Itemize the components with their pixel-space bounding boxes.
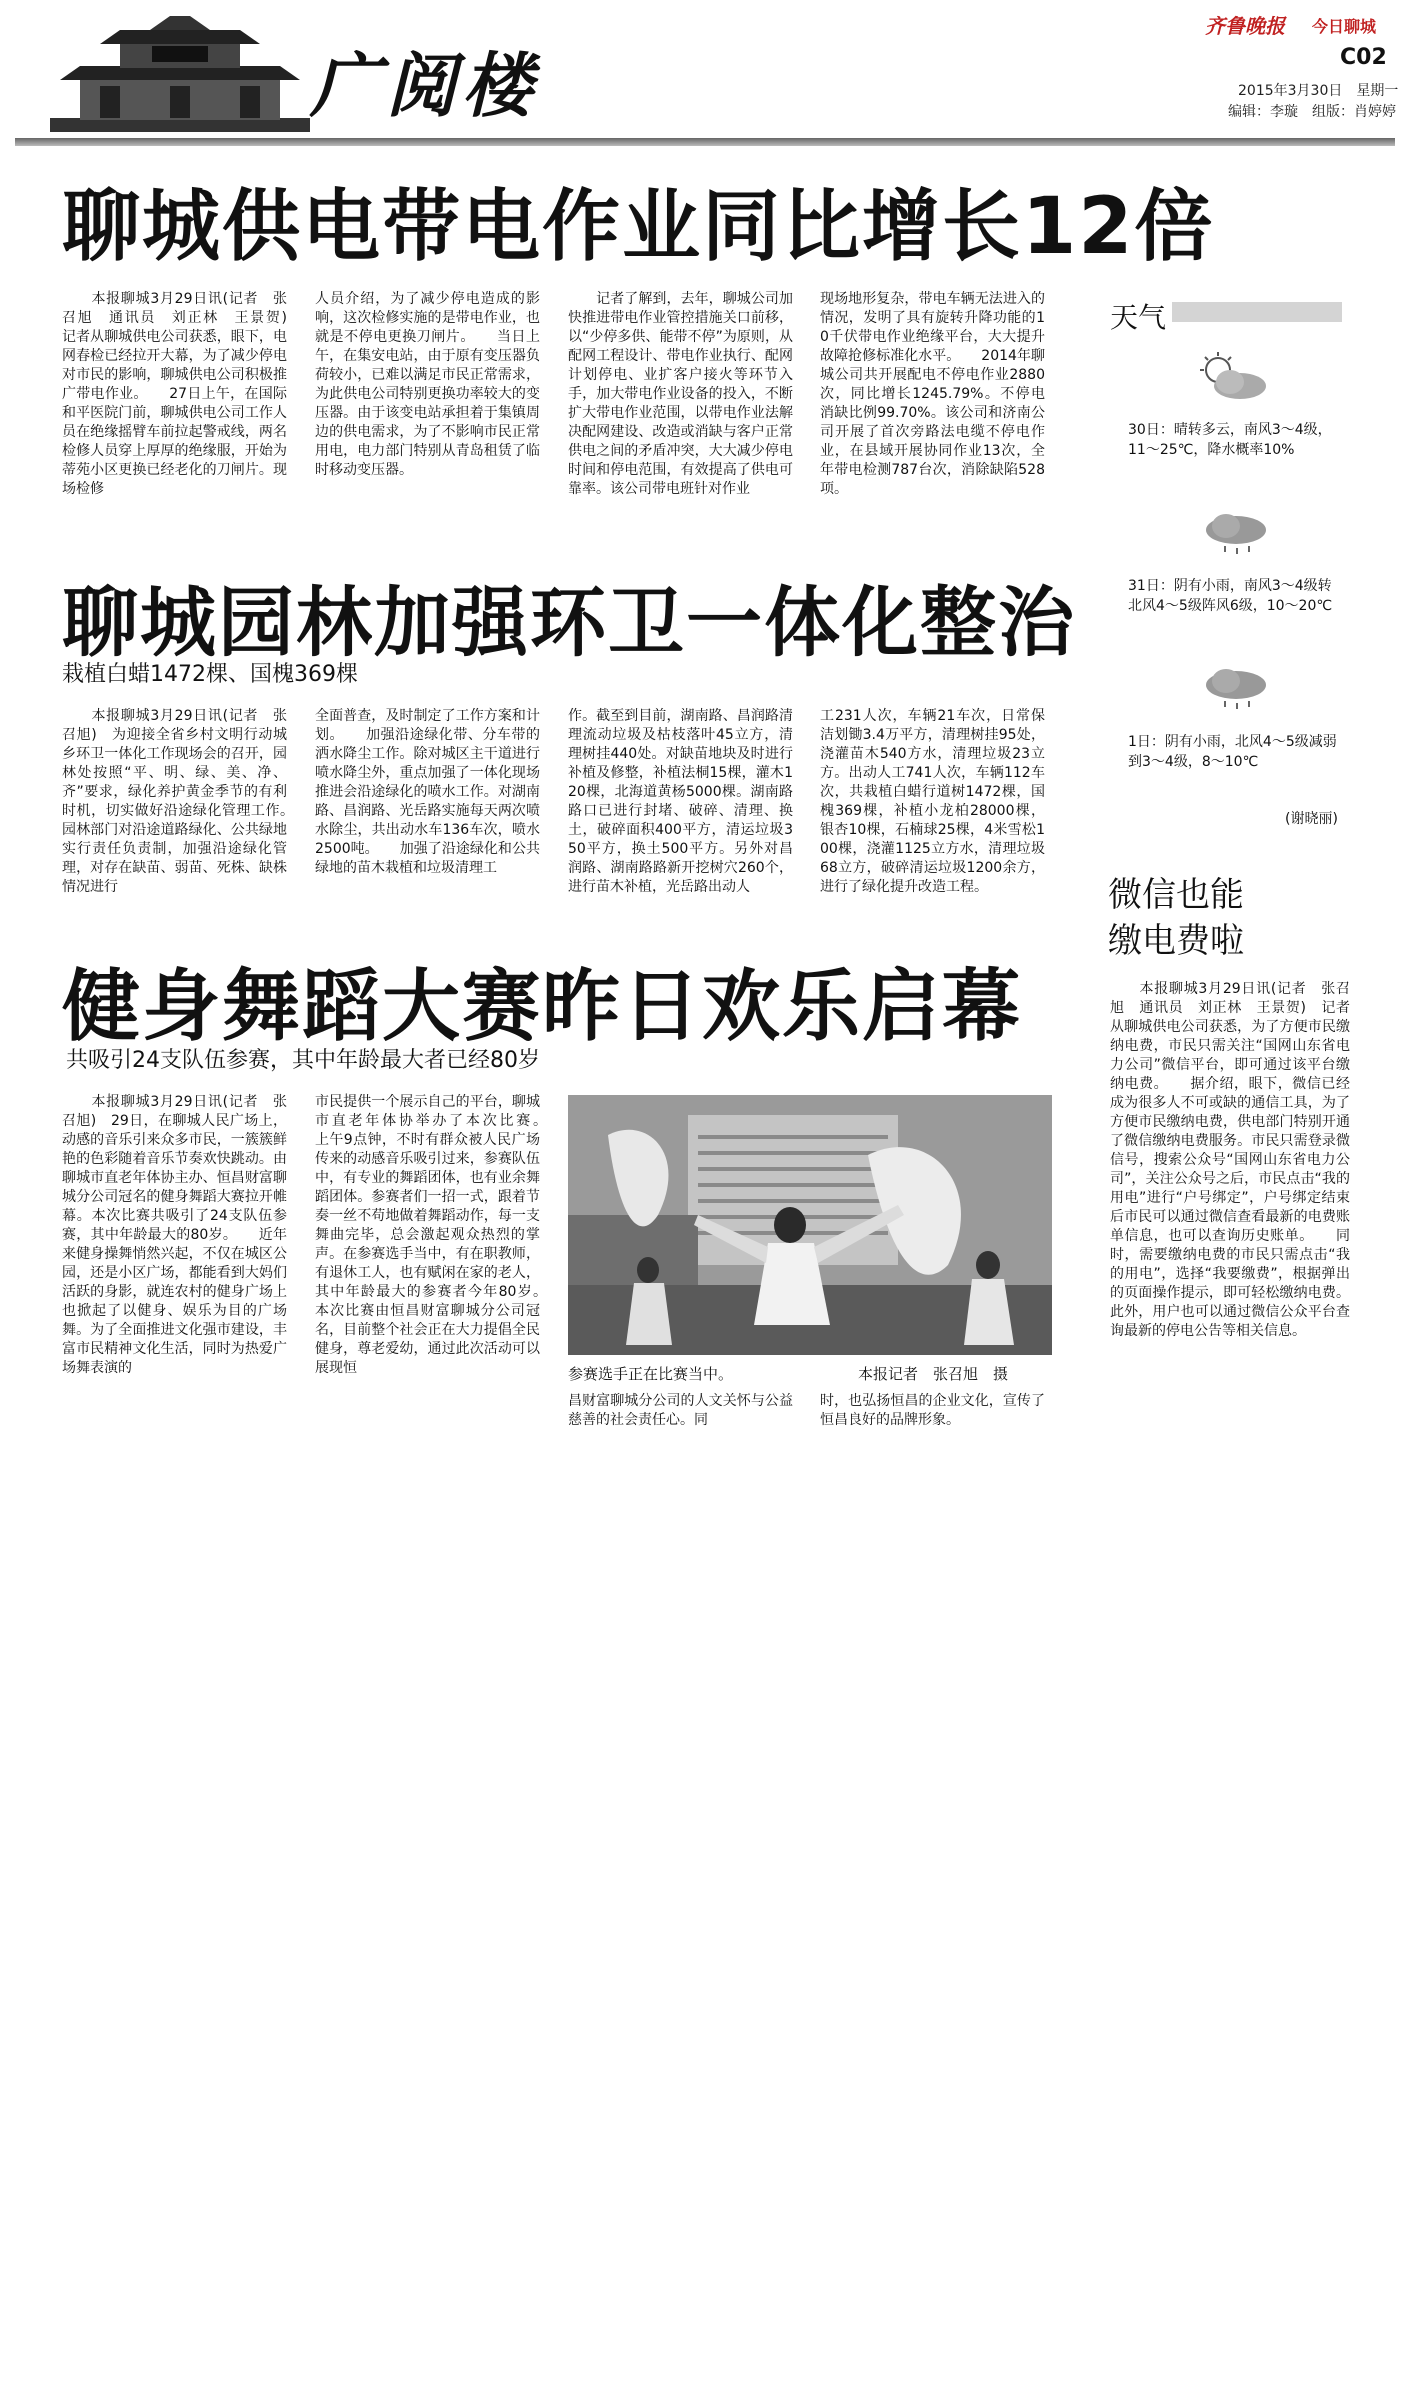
dance-photo-icon <box>568 1095 1052 1355</box>
wechat-body: 本报聊城3月29日讯(记者 张召旭 通讯员 刘正林 王景贺) 记者从聊城供电公司获悉，为了方便市民缴纳电费，市民只需关注“国网山东省电力公司”微信平台，即可通过该平台缴纳电费。 据介绍，眼下，微信已经成为很多人不可或缺的通信工具，为了方便市民缴纳电费，供电部门特别开通了微信缴纳电费服务。市民只需登录微信号，搜索公众号“国网山东省电力公司”，关注公众号之后，市民点击“我的用电”进行“户号绑定”，户号绑定结束后市民可以通过微信查看最新的电费账单信息，也可以查询历史账单。 同时，需要缴纳电费的市民只需点击“我的用电”，选择“我要缴费”，根据弹出的页面操作提示，即可轻松缴纳电费。此外，用户也可以通过微信公众平台查询最新的停电公告等相关信息。 <box>1110 981 1350 1339</box>
weather-day-3: 1日：阴有小雨，北风4～5级减弱到3～4级，8～10℃ <box>1128 734 1337 770</box>
article1-column-1: 本报聊城3月29日讯(记者 张召旭 通讯员 刘正林 王景贺) 记者从聊城供电公司获悉，眼下，电网春检已经拉开大幕，为了减少停电对市民的影响，聊城供电公司积极推广带电作业。 27日上午，在国际和平医院门前，聊城供电公司工作人员在绝缘摇臂车前拉起警戒线，两名检修人员穿上厚厚的绝缘服，开始为蒂苑小区更换已经老化的刀闸片。现场检修 <box>62 291 301 497</box>
article1-column-3: 记者了解到，去年，聊城公司加快推进带电作业管控措施关口前移，以“少停多供、能带不停”为原则，从配网工程设计、带电作业执行、配网计划停电、业扩客户接火等环节入手，加大带电作业设备的投入，不断扩大带电作业范围，以带电作业法解决配网建设、改造或消缺与客户正常供电之间的矛盾冲突，大大减少停电时间和停电范围，有效提高了供电可靠率。该公司带电班针对作业 <box>568 291 793 497</box>
article3-column-2: 市民提供一个展示自己的平台，聊城市直老年体协举办了本次比赛。 上午9点钟，不时有群众被人民广场传来的动感音乐吸引过来，参赛队伍中，有专业的舞蹈团体，也有业余舞蹈团体。参赛者们一招一式，跟着节奏一丝不苟地做着舞蹈动作，每一支舞曲完毕，总会激起观众热烈的掌声。在参赛选手当中，有在职教师，有退休工人，也有赋闲在家的老人，其中年龄最大的参赛者今年80岁。 本次比赛由恒昌财富聊城分公司冠名，目前整个社会正在大力提倡全民健身，尊老爱幼，通过此次活动可以展现恒 <box>315 1094 568 1376</box>
wechat-headline <box>1108 872 1368 964</box>
weather-byline: (谢晓丽) <box>1285 811 1338 827</box>
wechat-headline-line1: 微信也能 <box>1108 875 1244 915</box>
masthead <box>0 0 1409 150</box>
article2-column-4: 工231人次，车辆21车次，日常保洁划锄3.4万平方，清理树挂95处，浇灌苗木540方水，清理垃圾23立方。出动人工741人次，车辆112车次，共栽植白蜡行道树1472棵，国槐369棵，补植小龙柏28000棵，银杏10棵，石楠球25棵，4米雪松100棵，浇灌1125立方水，清理垃圾68立方，破碎清运垃圾1200余方，进行了绿化提升改造工程。 <box>820 708 1045 895</box>
weather-title: 天气 <box>1110 301 1167 334</box>
article2-subhead: 栽植白蜡1472棵、国槐369棵 <box>62 662 358 687</box>
weather-day-1: 30日：晴转多云，南风3～4级，11～25℃，降水概率10% <box>1128 422 1332 458</box>
photo-caption: 参赛选手正在比赛当中。 <box>568 1365 734 1383</box>
rain-cloud-icon <box>1196 665 1276 715</box>
article3-column-1: 本报聊城3月29日讯(记者 张召旭) 29日，在聊城人民广场上，动感的音乐引来众多市民，一簇簇鲜艳的色彩随着音乐节奏欢快跳动。由聊城市直老年体协主办、恒昌财富聊城分公司冠名的健身舞蹈大赛拉开帷幕。本次比赛共吸引了24支队伍参赛，其中年龄最大的80岁。 近年来健身操舞悄然兴起，不仅在城区公园，还是小区广场，都能看到大妈们活跃的身影，就连农村的健身广场上也掀起了以健身、娱乐为目的广场舞。为了全面推进文化强市建设，丰富市民精神文化生活，同时为热爱广场舞表演的 <box>62 1094 287 1376</box>
article1-column-4: 现场地形复杂，带电车辆无法进入的情况，发明了具有旋转升降功能的10千伏带电作业绝缘平台，大大提升故障抢修标准化水平。 2014年聊城公司共开展配电不停电作业2880次，同比增长1245.79%。不停电消缺比例99.70%。该公司和济南公司开展了首次旁路法电缆不停电作业，在县域开展协同作业13次，全年带电检测787台次，消除缺陷528项。 <box>820 291 1045 497</box>
article2-column-3: 作。截至到目前，湖南路、昌润路清理流动垃圾及枯枝落叶45立方，清理树挂440处。对缺苗地块及时进行补植及修整，补植法桐15棵，灌木120棵，北海道黄杨5000棵。湖南路路口已进行封堵、破碎、清理、换土，破碎面积400平方，清运垃圾350平方，换土500平方。另外对昌润路、湖南路路新开挖树穴260个，进行苗木补植，光岳路出动人 <box>568 708 793 895</box>
paper-name: 齐鲁晚报 <box>1205 14 1285 38</box>
article1-column-2: 人员介绍，为了减少停电造成的影响，这次检修实施的是带电作业，也就是不停电更换刀闸片。 当日上午，在集安电站，由于原有变压器负荷较小，已难以满足市民正常需求，为此供电公司特别更换功率较大的变压器。由于该变电站承担着于集镇周边的供电需求，为了不影响市民正常用电，电力部门特别从青岛租赁了临时移动变压器。 <box>315 291 540 478</box>
partly-cloudy-icon <box>1190 352 1270 402</box>
article1-headline: 聊城供电带电作业同比增长12倍 <box>62 182 1215 272</box>
pavilion-logo-icon <box>40 8 320 138</box>
article3-subhead: 共吸引24支队伍参赛，其中年龄最大者已经80岁 <box>66 1048 540 1073</box>
weather-day-2: 31日：阴有小雨，南风3～4级转北风4～5级阵风6级，10～20℃ <box>1128 578 1333 614</box>
article2-column-1: 本报聊城3月29日讯(记者 张召旭) 为迎接全省乡村文明行动城乡环卫一体化工作现场会的召开，园林处按照“平、明、绿、美、净、齐”要求，绿化养护黄金季节的有利时机，切实做好沿途绿化管理工作。 园林部门对沿途道路绿化、公共绿地实行责任负责制，加强沿途绿化管理，对存在缺苗、弱苗、死株、缺株情况进行 <box>62 708 315 895</box>
masthead-rule <box>15 138 1395 146</box>
article2-column-2: 全面普查，及时制定了工作方案和计划。 加强沿途绿化带、分车带的洒水降尘工作。除对城区主干道进行喷水降尘外，重点加强了一体化现场推进会沿途绿化的喷水工作。对湖南路、昌润路、光岳路实施每天两次喷水除尘，共出动水车136车次，喷水2500吨。 加强了沿途绿化和公共绿地的苗木栽植和垃圾清理工 <box>315 708 540 876</box>
article2-headline: 聊城园林加强环卫一体化整治 <box>62 578 1076 667</box>
article3-column-4: 时，也弘扬恒昌的企业文化，宣传了恒昌良好的品牌形象。 <box>820 1393 1045 1428</box>
article3-headline: 健身舞蹈大赛昨日欢乐启幕 <box>62 962 1023 1052</box>
paper-region: 今日聊城 <box>1312 17 1377 36</box>
rain-cloud-icon <box>1196 510 1276 560</box>
issue-date: 2015年3月30日 星期一 <box>1238 83 1399 99</box>
photo-credit: 本报记者 张召旭 摄 <box>858 1365 1009 1383</box>
dance-contest-photo <box>568 1095 1052 1355</box>
weather-title-bar <box>1172 302 1342 322</box>
section-title: 广阅楼 <box>310 44 538 127</box>
article3-column-3: 昌财富聊城分公司的人文关怀与公益慈善的社会责任心。同 <box>568 1393 793 1428</box>
wechat-headline-line2: 缴电费啦 <box>1108 921 1244 961</box>
page-number: C02 <box>1340 45 1387 70</box>
editor-credits: 编辑：李璇 组版：肖婷婷 <box>1228 104 1396 120</box>
